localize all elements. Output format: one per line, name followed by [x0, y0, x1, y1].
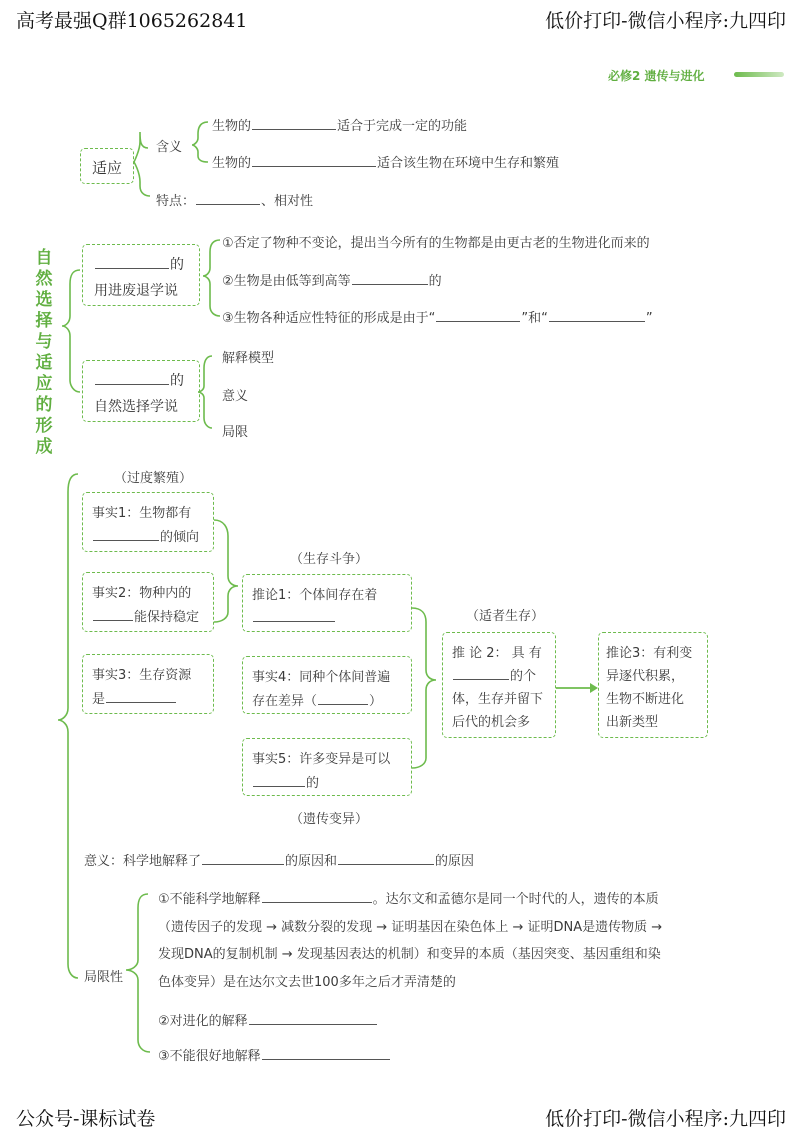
inference2-line-d: 后代的机会多 — [452, 715, 531, 730]
fact5-line-b: 的 — [252, 772, 319, 791]
label-survival: （适者生存） — [466, 609, 545, 624]
limit-3-line: ③不能很好地解释 — [158, 1045, 391, 1064]
fact2-line-a: 事实2：物种内的 — [92, 586, 192, 601]
meaning-line-2: 生物的 适合该生物在环境中生存和繁殖 — [212, 152, 559, 171]
feature-line: 特点： 、相对性 — [156, 190, 313, 209]
inference2-line-b: 的个 — [452, 665, 536, 684]
meaning-line-1: 生物的 适合于完成一定的功能 — [212, 115, 467, 134]
fact1-line-a: 事实1：生物都有 — [92, 506, 192, 521]
fact3-line-a: 事实3：生存资源 — [92, 668, 192, 683]
side-title: 自然选择与适应的形成 — [35, 248, 53, 457]
meaning-sentence: 意义：科学地解释了 的原因和 的原因 — [84, 850, 474, 869]
inference3-line-d: 出新类型 — [606, 715, 659, 730]
inference3-line-b: 异逐代积累， — [606, 669, 685, 684]
fact4-line-b: 存在差异（ ） — [252, 690, 382, 709]
lamarck-point-3: ③生物各种适应性特征的形成是由于“ ”和“ ” — [222, 307, 653, 326]
inference2-line-c: 体，生存并留下 — [452, 692, 544, 707]
header-right: 低价打印-微信小程序:九四印 — [545, 10, 786, 32]
fact5-line-a: 事实5：许多变异是可以 — [252, 752, 391, 767]
limit-1-line-1: ①不能科学地解释 。达尔文和孟德尔是同一个时代的人，遗传的本质 — [158, 888, 659, 907]
inference1-line-a: 推论1：个体间存在着 — [252, 588, 378, 603]
header-left: 高考最强Q群1065262841 — [16, 10, 248, 32]
limit-2-line: ②对进化的解释 — [158, 1010, 378, 1029]
darwin-item-model: 解释模型 — [222, 351, 275, 366]
limits-label: 局限性 — [84, 970, 124, 985]
lamarck-point-1: ①否定了物种不变论，提出当今所有的生物都是由更古老的生物进化而来的 — [222, 236, 650, 251]
darwin-line-2: 自然选择学说 — [94, 399, 178, 415]
footer-left: 公众号-课标试卷 — [16, 1108, 156, 1130]
lamarck-line-2: 用进废退学说 — [94, 283, 178, 299]
limit-1-line-4: 色体变异）是在达尔文去世100多年之后才弄清楚的 — [158, 975, 456, 990]
lamarck-line-1: 的 — [94, 254, 184, 274]
limit-1-line-2: （遗传因子的发现 → 减数分裂的发现 → 证明基因在染色体上 → 证明DNA是遗传物质 → — [158, 920, 663, 935]
meaning-label: 含义 — [156, 140, 183, 155]
label-variation: （遗传变异） — [290, 812, 369, 827]
label-struggle: （生存斗争） — [290, 552, 369, 567]
inference3-line-c: 生物不断进化 — [606, 692, 685, 707]
lamarck-point-2: ②生物是由低等到高等 的 — [222, 270, 442, 289]
darwin-item-limit: 局限 — [222, 425, 249, 440]
fact2-line-b: 能保持稳定 — [92, 606, 199, 625]
fact1-line-b: 的倾向 — [92, 526, 199, 545]
inference3-line-a: 推论3：有利变 — [606, 646, 693, 661]
darwin-line-1: 的 — [94, 370, 184, 390]
limit-1-line-3: 发现DNA的复制机制 → 发现基因表达的机制）和变异的本质（基因突变、基因重组和染 — [158, 947, 661, 962]
label-overbreed: （过度繁殖） — [114, 471, 193, 486]
footer-right: 低价打印-微信小程序:九四印 — [545, 1108, 786, 1130]
darwin-item-meaning: 意义 — [222, 389, 249, 404]
fact3-line-b: 是 — [92, 688, 177, 707]
inference2-line-a: 推 论 2： 具 有 — [452, 646, 542, 661]
inference1-line-b — [252, 608, 336, 626]
adapt-label: 适应 — [92, 159, 123, 177]
fact4-line-a: 事实4：同种个体间普遍 — [252, 670, 391, 685]
page-tag: 必修2 遗传与进化 — [608, 69, 705, 83]
